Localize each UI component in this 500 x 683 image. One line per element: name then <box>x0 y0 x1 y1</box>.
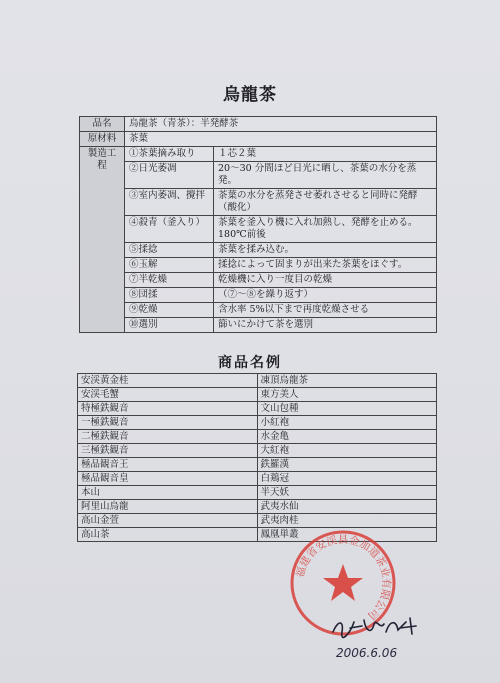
table-row <box>78 416 437 430</box>
process-desc: １芯２葉 <box>214 147 437 162</box>
product-cell: 水金亀 <box>257 430 437 444</box>
material-row <box>80 132 437 147</box>
process-step: ①茶葉摘み取り <box>125 147 214 162</box>
product-cell: 武夷肉桂 <box>257 514 437 528</box>
product-cell: 白鶏冠 <box>257 472 437 486</box>
seal-text: 福建省安渓县金加道茶业有限公司 <box>294 533 393 622</box>
process-desc: （⑦～⑧を繰り返す） <box>214 288 437 303</box>
process-desc: 揉捻によって固まりが出来た茶葉をほぐす。 <box>214 258 437 273</box>
process-row <box>80 273 437 288</box>
product-cell: 三極鉄観音 <box>78 444 258 458</box>
table-row <box>78 388 437 402</box>
process-desc: 篩いにかけて茶を選別 <box>214 318 437 333</box>
product-cell: 高山茶 <box>78 528 258 542</box>
product-cell: 凍頂烏龍茶 <box>257 374 437 388</box>
product-table <box>77 373 437 542</box>
process-desc: 茶葉を揉み込む。 <box>214 243 437 258</box>
product-cell: 極品観音王 <box>78 458 258 472</box>
process-row <box>80 216 437 243</box>
product-cell: 安渓毛蟹 <box>78 388 258 402</box>
product-cell: 安渓黄金桂 <box>78 374 258 388</box>
product-cell: 半天妖 <box>257 486 437 500</box>
process-row <box>80 258 437 273</box>
product-cell: 武夷水仙 <box>257 500 437 514</box>
handwritten-signature <box>328 612 428 642</box>
product-cell: 特極鉄観音 <box>78 402 258 416</box>
process-step: ④殺青（釜入り） <box>125 216 214 243</box>
product-cell: 小紅袍 <box>257 416 437 430</box>
process-desc: 茶葉の水分を蒸発させ萎れさせると同時に発酵（酸化） <box>214 189 437 216</box>
process-step: ⑧団揉 <box>125 288 214 303</box>
material-value: 茶葉 <box>125 132 437 147</box>
handwritten-date: 2006.6.06 <box>336 646 398 660</box>
product-cell: 一極鉄観音 <box>78 416 258 430</box>
process-step: ⑦半乾燥 <box>125 273 214 288</box>
table-row <box>78 430 437 444</box>
process-row <box>80 243 437 258</box>
product-cell: 鳳凰単叢 <box>257 528 437 542</box>
product-cell: 東方美人 <box>257 388 437 402</box>
table-row <box>78 402 437 416</box>
name-row <box>80 117 437 132</box>
process-row <box>80 288 437 303</box>
product-cell: 鉄羅漢 <box>257 458 437 472</box>
process-row <box>80 189 437 216</box>
table-row <box>78 514 437 528</box>
process-desc: 乾燥機に入り一度目の乾燥 <box>214 273 437 288</box>
process-step: ③室内萎凋、攪拌 <box>125 189 214 216</box>
product-cell: 文山包種 <box>257 402 437 416</box>
process-step: ⑩選別 <box>125 318 214 333</box>
product-cell: 極品観音皇 <box>78 472 258 486</box>
process-desc: 20～30 分間ほど日光に晒し、茶葉の水分を蒸発。 <box>214 162 437 189</box>
product-cell: 高山金萱 <box>78 514 258 528</box>
name-value: 烏龍茶（青茶）：半発酵茶 <box>125 117 437 132</box>
product-cell: 阿里山烏龍 <box>78 500 258 514</box>
process-row <box>80 318 437 333</box>
seal-star-icon <box>323 564 363 601</box>
process-step: ⑥玉解 <box>125 258 214 273</box>
table-row <box>78 486 437 500</box>
process-label: 製造工程 <box>80 147 125 333</box>
process-step: ②日光萎凋 <box>125 162 214 189</box>
product-cell: 二極鉄観音 <box>78 430 258 444</box>
name-label: 品名 <box>80 117 125 132</box>
process-desc: 含水率 5%以下まで再度乾燥させる <box>214 303 437 318</box>
table-row <box>78 500 437 514</box>
process-desc: 茶葉を釜入り機に入れ加熱し、発酵を止める。180℃前後 <box>214 216 437 243</box>
document-title: 烏龍茶 <box>223 85 277 105</box>
process-step: ⑤揉捻 <box>125 243 214 258</box>
process-step: ⑨乾燥 <box>125 303 214 318</box>
process-row <box>80 162 437 189</box>
material-label: 原材料 <box>80 132 125 147</box>
spec-table <box>79 116 437 333</box>
product-cell: 大紅袍 <box>257 444 437 458</box>
product-cell: 本山 <box>78 486 258 500</box>
product-examples-title: 商品名例 <box>218 355 282 371</box>
process-row <box>80 147 437 162</box>
table-row <box>78 374 437 388</box>
table-row <box>78 444 437 458</box>
table-row <box>78 458 437 472</box>
process-row <box>80 303 437 318</box>
table-row <box>78 472 437 486</box>
